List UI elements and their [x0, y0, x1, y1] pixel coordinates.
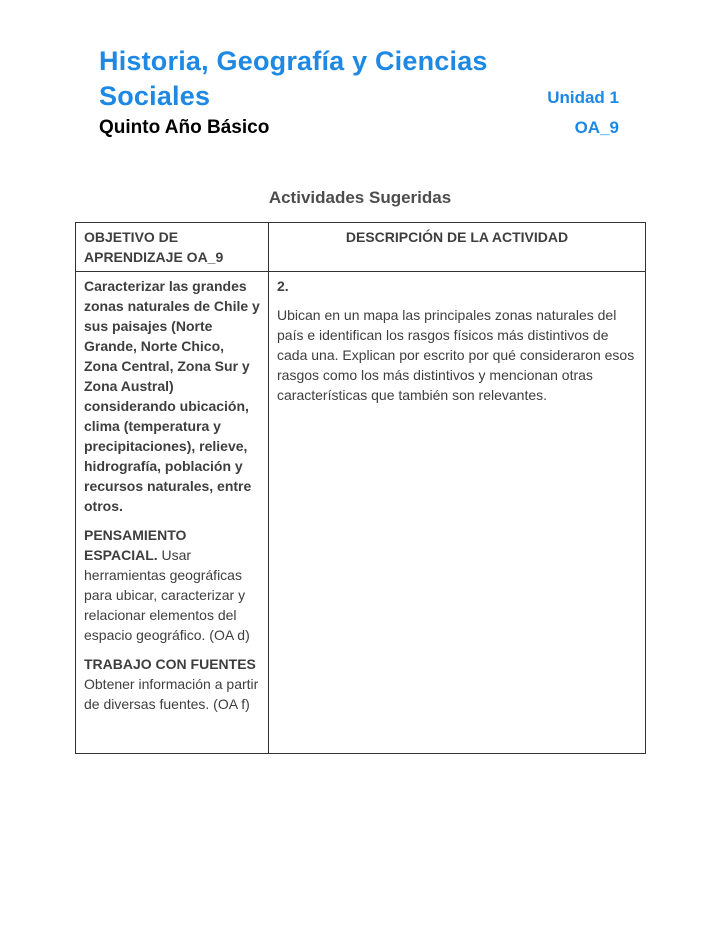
activity-number: 2.: [277, 278, 289, 294]
table-body-row: [76, 272, 646, 754]
skill-sources: [84, 654, 260, 714]
column-header-objective: OBJETIVO DE APRENDIZAJE OA_9: [76, 223, 269, 272]
activity-cell: [269, 272, 646, 754]
skill-spatial-thinking: [84, 525, 260, 645]
skill-sources-text: Obtener información a partir de diversas fuentes. (OA f): [84, 676, 259, 712]
unit-label: Unidad 1: [547, 88, 619, 107]
column-header-description: DESCRIPCIÓN DE LA ACTIVIDAD: [269, 223, 646, 272]
table-header-row: [76, 223, 646, 272]
activity-description: Ubican en un mapa las principales zonas naturales del país e identifican los rasgos físicos más distintivos de cada una. Explican por escrito por qué consideraron esos rasgos como los más distintivos y mencionan otras características que también son relevantes.: [277, 307, 635, 403]
document-header: [0, 0, 720, 142]
skill-spatial-label: PENSAMIENTO ESPACIAL.: [84, 527, 187, 563]
grade-level: Quinto Año Básico: [99, 117, 270, 138]
objective-cell: [76, 272, 269, 754]
course-title: Historia, Geografía y Ciencias Sociales: [99, 46, 488, 111]
header-right: [547, 82, 619, 142]
skill-spatial-text: Usar herramientas geográficas para ubicar, caracterizar y relacionar elementos del espacio geográfico. (OA d): [84, 547, 250, 643]
oa-code: OA_9: [574, 118, 619, 137]
skill-sources-label: TRABAJO CON FUENTES: [84, 656, 256, 672]
header-left: [99, 44, 547, 142]
section-title: Actividades Sugeridas: [268, 188, 452, 207]
activities-table: [75, 222, 646, 754]
objective-main-text: Caracterizar las grandes zonas naturales de Chile y sus paisajes (Norte Grande, Norte Chico, Zona Central, Zona Sur y Zona Austral) considerando ubicación, clima (temperatura y precipitaciones), relieve, hidrografía, población y recursos naturales, entre otros.: [84, 278, 260, 514]
